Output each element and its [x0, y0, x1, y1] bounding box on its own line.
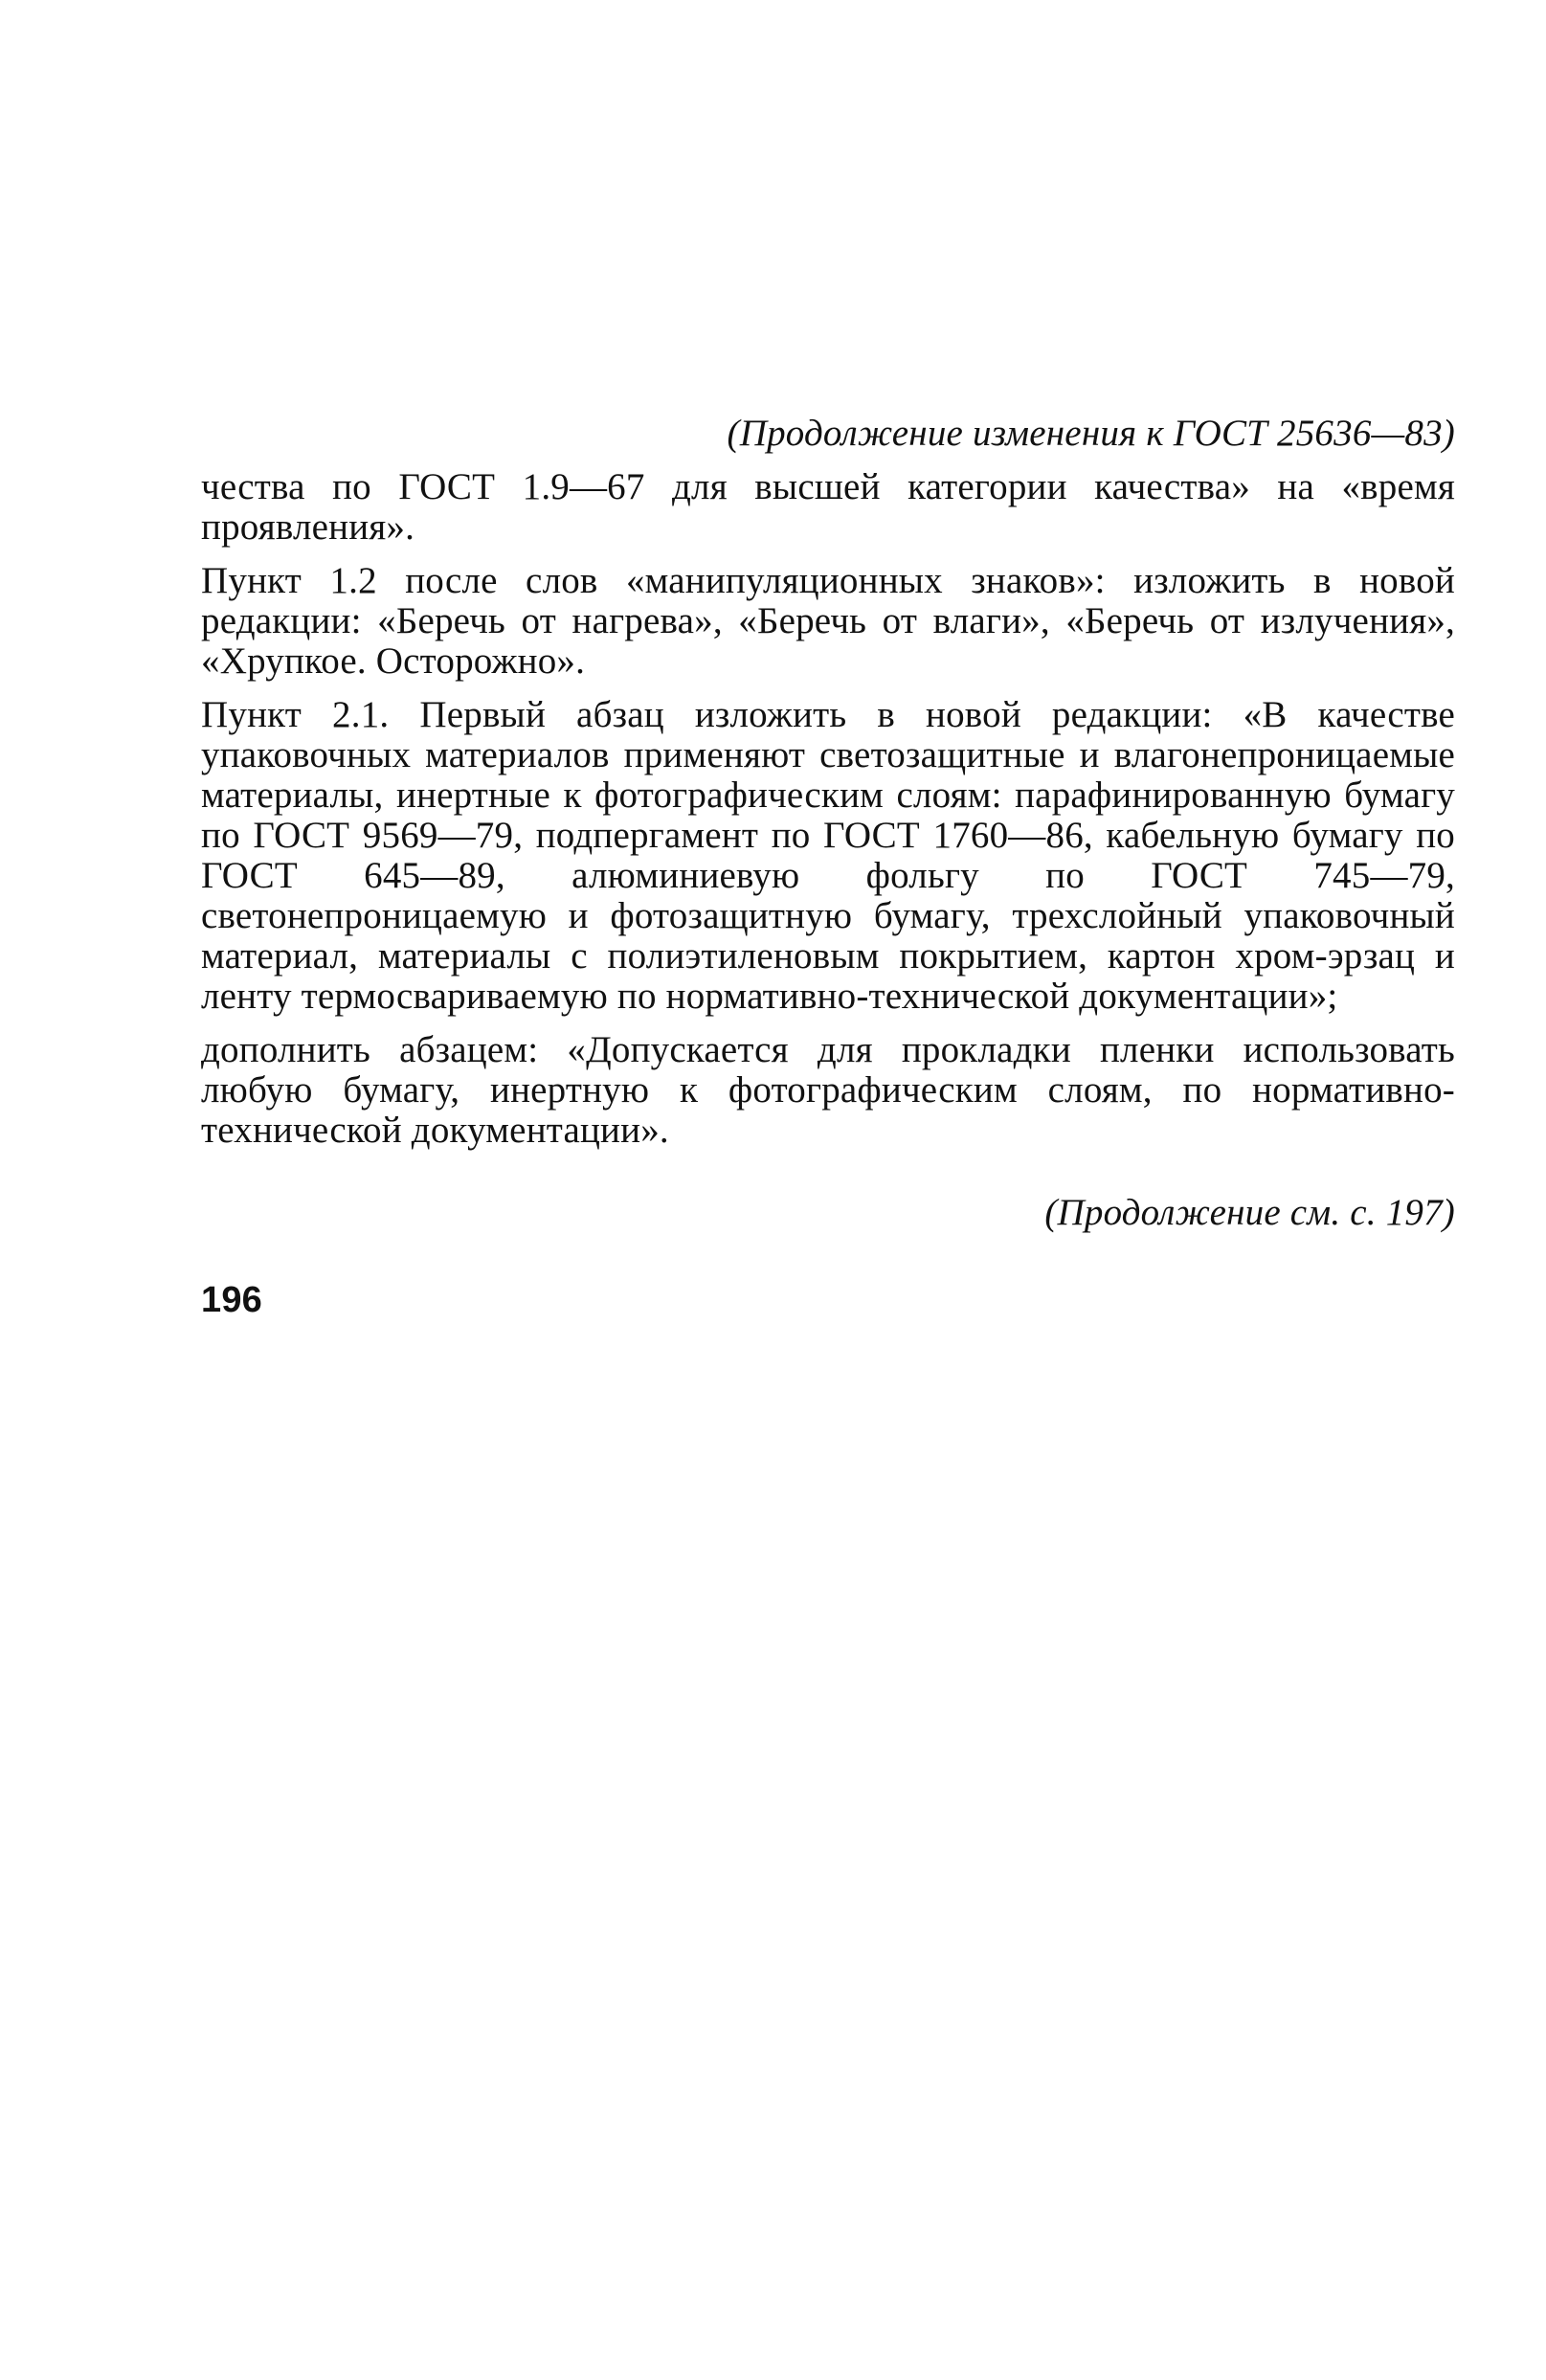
paragraph-3: Пункт 2.1. Первый абзац изложить в новой редакции: «В качестве упаковочных материалов применяют светозащитные и влагонепроницаемые материалы, инертные к фотографическим слоям: парафинированную бумагу по ГОСТ 9569—79, подпергамент по ГОСТ 1760—86, кабельную бумагу по ГОСТ 645—89, алюминиевую фольгу по ГОСТ 745—79, светонепроницаемую и фотозащитную бумагу, трехслойный упаковочный материал, материалы с полиэтиленовым покрытием, картон хром-эрзац и ленту термосвариваемую по нормативно-технической документации»; [201, 694, 1455, 1017]
paragraph-2: Пункт 1.2 после слов «манипуляционных знаков»: изложить в новой редакции: «Беречь от нагрева», «Беречь от влаги», «Беречь от излучения», «Хрупкое. Осторожно». [201, 560, 1455, 682]
document-content [201, 412, 1455, 1321]
paragraph-4: дополнить абзацем: «Допускается для прокладки пленки использовать любую бумагу, инертную к фотографическим слоям, по нормативно-технической документации». [201, 1029, 1455, 1151]
footer-continuation-note: (Продолжение см. с. 197) [1044, 1192, 1455, 1233]
page-number: 196 [201, 1280, 263, 1320]
paragraph-1: чества по ГОСТ 1.9—67 для высшей категории качества» на «время проявления». [201, 466, 1455, 548]
header-continuation-note: (Продолжение изменения к ГОСТ 25636—83) [727, 413, 1455, 454]
